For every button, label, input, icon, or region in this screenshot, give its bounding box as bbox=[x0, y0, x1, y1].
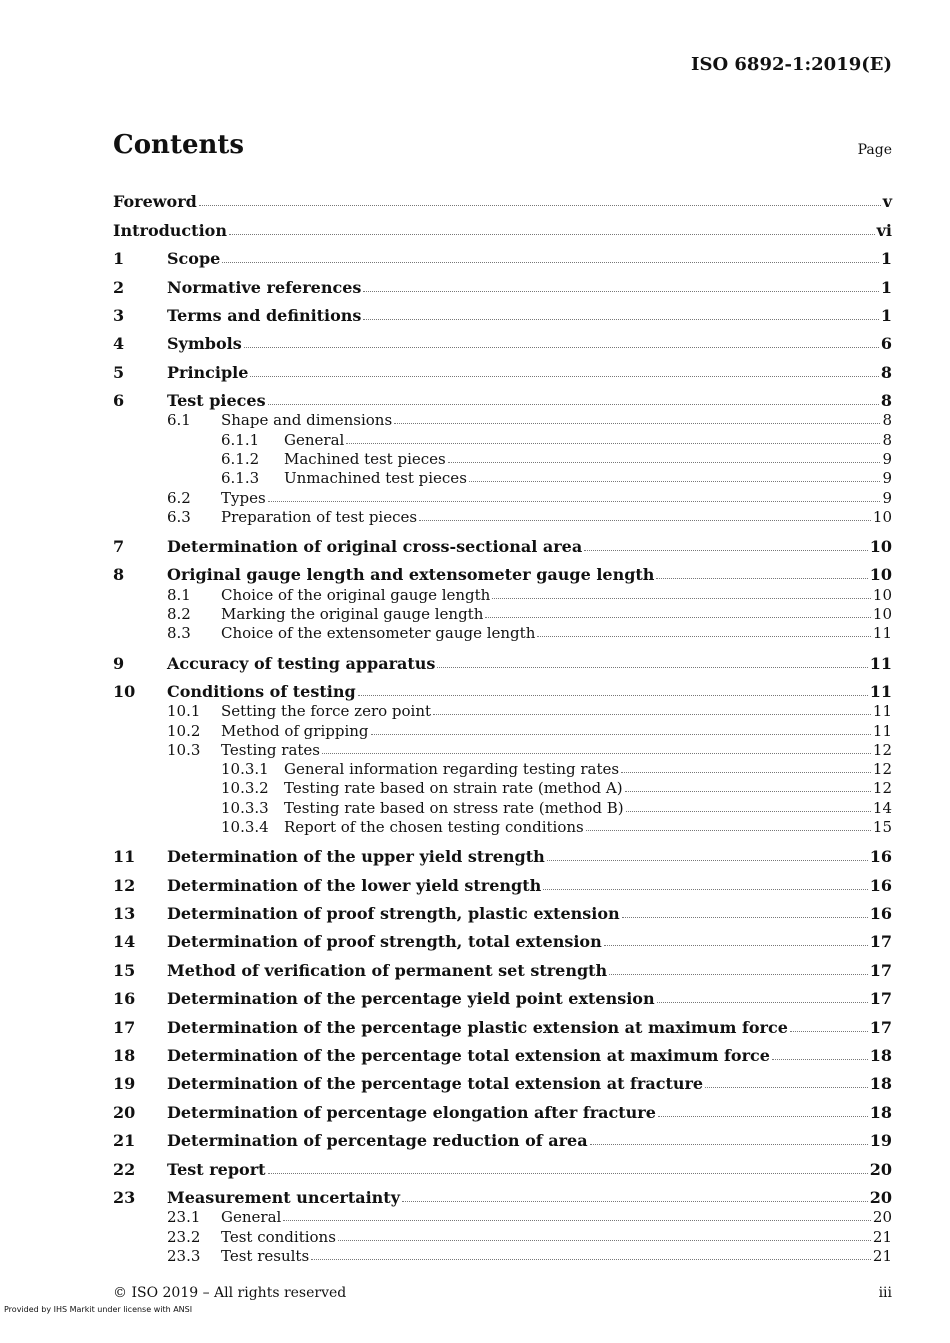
dot-leader bbox=[622, 917, 868, 918]
toc-entry[interactable] bbox=[113, 268, 892, 296]
toc-entry-title: Determination of proof strength, plastic extension bbox=[167, 904, 620, 923]
toc-entry-page: 1 bbox=[880, 305, 892, 325]
toc-entry[interactable] bbox=[113, 507, 892, 526]
toc-entry-number: 10 bbox=[113, 681, 136, 701]
toc-entry-number: 6.1.1 bbox=[221, 430, 260, 449]
dot-leader bbox=[485, 617, 871, 618]
toc-entry-number: 23.1 bbox=[167, 1208, 201, 1227]
toc-entry-page: 9 bbox=[882, 488, 892, 507]
toc-entry-number: 10.3 bbox=[167, 740, 201, 759]
toc-entry-number: 12 bbox=[113, 875, 136, 895]
toc-entry-title: Conditions of testing bbox=[167, 681, 356, 701]
toc-entry-number: 23 bbox=[113, 1187, 136, 1207]
dot-leader bbox=[586, 830, 871, 831]
toc-entry-number: 3 bbox=[113, 305, 125, 325]
toc-entry-title: Terms and definitions bbox=[167, 305, 362, 325]
dot-leader bbox=[621, 772, 871, 773]
toc-entry-title: General bbox=[221, 1208, 282, 1227]
dot-leader bbox=[609, 974, 868, 975]
toc-entry-title: Determination of original cross-sectional area bbox=[167, 537, 583, 557]
toc-entry-page: 17 bbox=[869, 989, 892, 1009]
toc-entry-page: 20 bbox=[869, 1159, 892, 1179]
toc-entry-title: Determination of proof strength, total extension bbox=[167, 932, 602, 952]
document-id: ISO 6892-1:2019(E) bbox=[691, 54, 892, 75]
toc-entry-number: 8 bbox=[113, 565, 125, 585]
dot-leader bbox=[322, 753, 871, 754]
toc-entry-page: 14 bbox=[872, 798, 892, 817]
dot-leader bbox=[604, 945, 868, 946]
toc-entry-title: General information regarding testing rates bbox=[284, 760, 620, 779]
toc-entry-page: 19 bbox=[869, 1131, 892, 1151]
toc-entry-number: 11 bbox=[113, 847, 136, 867]
footer-copyright: © ISO 2019 – All rights reserved bbox=[113, 1285, 347, 1301]
toc-entry-page: 11 bbox=[869, 681, 892, 701]
toc-entry-number: 8.1 bbox=[167, 585, 191, 604]
toc-entry[interactable] bbox=[113, 468, 892, 487]
toc-entry-page: 17 bbox=[869, 932, 892, 952]
dot-leader bbox=[419, 520, 871, 521]
toc-entry-title: Determination of the percentage total extension at fracture bbox=[167, 1074, 704, 1094]
toc-entry-title: Test results bbox=[221, 1246, 310, 1265]
toc-entry-title: Determination of the percentage yield point extension bbox=[167, 989, 655, 1009]
toc-entry-number: 2 bbox=[113, 277, 125, 297]
toc-entry-page: vi bbox=[876, 220, 892, 240]
dot-leader bbox=[250, 376, 878, 377]
toc-entry-title: Report of the chosen testing conditions bbox=[284, 818, 584, 837]
toc-entry-title: Test pieces bbox=[167, 391, 266, 411]
dot-leader bbox=[469, 481, 881, 482]
dot-leader bbox=[543, 889, 867, 890]
toc-entry-page: 8 bbox=[880, 362, 892, 382]
toc-entry-page: 8 bbox=[882, 411, 892, 430]
toc-entry-page: 20 bbox=[869, 1187, 892, 1207]
toc-entry-number: 6.2 bbox=[167, 488, 191, 507]
toc-entry-title: Original gauge length and extensometer gauge length bbox=[167, 565, 655, 585]
toc-entry[interactable] bbox=[113, 1093, 892, 1121]
toc-entry-page: 18 bbox=[869, 1102, 892, 1122]
toc-entry-title: Determination of the lower yield strength bbox=[167, 875, 542, 895]
toc-entry[interactable] bbox=[113, 1037, 892, 1065]
toc-entry[interactable] bbox=[113, 1226, 892, 1245]
toc-entry-number: 10.1 bbox=[167, 702, 201, 721]
toc-entry-title: Preparation of test pieces bbox=[221, 507, 418, 526]
dot-leader bbox=[625, 791, 871, 792]
toc-entry-title: Testing rate based on stress rate (method B) bbox=[284, 798, 624, 817]
toc-entry[interactable] bbox=[113, 556, 892, 584]
toc-entry[interactable] bbox=[113, 240, 892, 268]
toc-entry-page: 16 bbox=[869, 847, 892, 867]
toc-entry-page: 21 bbox=[872, 1227, 892, 1246]
toc-entry-title: Method of verification of permanent set strength bbox=[167, 960, 608, 980]
toc-entry-number: 10.3.1 bbox=[221, 760, 269, 779]
dot-leader bbox=[268, 501, 881, 502]
dot-leader bbox=[790, 1031, 868, 1032]
dot-leader bbox=[626, 811, 871, 812]
toc-entry-title: Foreword bbox=[113, 192, 197, 212]
toc-entry-page: 1 bbox=[880, 249, 892, 269]
dot-leader bbox=[590, 1144, 868, 1145]
toc-entry-title: Testing rate based on strain rate (method A) bbox=[284, 779, 623, 798]
dot-leader bbox=[229, 234, 875, 235]
toc-entry-title: Testing rates bbox=[221, 740, 320, 759]
dot-leader bbox=[199, 205, 881, 206]
toc-entry-page: 12 bbox=[872, 760, 892, 779]
toc-entry-page: 6 bbox=[880, 334, 892, 354]
toc-entry-page: 1 bbox=[880, 277, 892, 297]
dot-leader bbox=[492, 598, 871, 599]
toc-entry-number: 4 bbox=[113, 334, 125, 354]
toc-entry[interactable] bbox=[113, 895, 892, 923]
dot-leader bbox=[338, 1240, 871, 1241]
toc-entry[interactable] bbox=[113, 923, 892, 951]
toc-entry-page: 11 bbox=[872, 721, 892, 740]
toc-entry-title: Determination of the percentage total extension at maximum force bbox=[167, 1045, 770, 1065]
toc-entry-title: Test conditions bbox=[221, 1227, 336, 1246]
toc-entry-title: Symbols bbox=[167, 334, 242, 354]
toc-entry[interactable] bbox=[113, 866, 892, 894]
dot-leader bbox=[363, 291, 878, 292]
toc-entry-number: 16 bbox=[113, 989, 136, 1009]
toc-entry-title: Scope bbox=[167, 249, 221, 269]
toc-entry-number: 6.1.2 bbox=[221, 450, 260, 469]
toc-entry-title: Determination of the percentage plastic extension at maximum force bbox=[167, 1017, 788, 1037]
dot-leader bbox=[268, 404, 879, 405]
toc-entry-page: 10 bbox=[872, 585, 892, 604]
toc-entry[interactable] bbox=[113, 1179, 892, 1207]
toc-entry-page: 12 bbox=[872, 779, 892, 798]
contents-heading: Contents bbox=[113, 130, 245, 160]
dot-leader bbox=[772, 1059, 868, 1060]
toc-entry-page: 8 bbox=[880, 391, 892, 411]
toc-entry-title: Accuracy of testing apparatus bbox=[167, 653, 436, 673]
toc-entry-title: Machined test pieces bbox=[284, 450, 446, 469]
toc-entry-page: 10 bbox=[869, 537, 892, 557]
toc-entry[interactable] bbox=[113, 325, 892, 353]
dot-leader bbox=[584, 550, 868, 551]
dot-leader bbox=[705, 1087, 868, 1088]
toc-entry-number: 13 bbox=[113, 904, 136, 923]
toc-entry-page: 11 bbox=[872, 702, 892, 721]
toc-entry[interactable] bbox=[113, 382, 892, 410]
toc-entry[interactable] bbox=[113, 797, 892, 816]
toc-entry-number: 14 bbox=[113, 932, 136, 952]
toc-entry[interactable] bbox=[113, 1065, 892, 1093]
toc-entry-number: 17 bbox=[113, 1017, 136, 1037]
toc-entry[interactable] bbox=[113, 642, 892, 672]
dot-leader bbox=[358, 695, 868, 696]
toc-entry[interactable] bbox=[113, 183, 892, 211]
dot-leader bbox=[346, 443, 880, 444]
dot-leader bbox=[448, 462, 881, 463]
toc-entry-number: 7 bbox=[113, 537, 125, 557]
toc-entry-title: Choice of the extensometer gauge length bbox=[221, 624, 536, 643]
dot-leader bbox=[363, 319, 878, 320]
dot-leader bbox=[311, 1259, 871, 1260]
toc-entry-number: 23.2 bbox=[167, 1227, 201, 1246]
dot-leader bbox=[222, 262, 879, 263]
toc-entry-title: Measurement uncertainty bbox=[167, 1187, 400, 1207]
toc-entry-title: Unmachined test pieces bbox=[284, 469, 467, 488]
toc-entry[interactable] bbox=[113, 701, 892, 720]
dot-leader bbox=[394, 423, 880, 424]
toc-entry-page: 15 bbox=[872, 818, 892, 837]
dot-leader bbox=[433, 714, 871, 715]
toc-entry-page: 17 bbox=[869, 960, 892, 980]
toc-entry-page: 10 bbox=[872, 507, 892, 526]
toc-entry-number: 15 bbox=[113, 960, 136, 980]
toc-entry-number: 6.3 bbox=[167, 507, 191, 526]
dot-leader bbox=[547, 860, 868, 861]
toc-entry-number: 20 bbox=[113, 1102, 136, 1122]
toc-entry[interactable] bbox=[113, 297, 892, 325]
toc-entry[interactable] bbox=[113, 759, 892, 778]
toc-entry-number: 19 bbox=[113, 1074, 136, 1094]
toc-entry[interactable] bbox=[113, 526, 892, 556]
toc-entry[interactable] bbox=[113, 740, 892, 759]
toc-entry[interactable] bbox=[113, 836, 892, 866]
toc-entry-page: 10 bbox=[872, 605, 892, 624]
toc-entry-number: 9 bbox=[113, 653, 125, 673]
toc-entry-title: Method of gripping bbox=[221, 721, 369, 740]
toc-entry[interactable] bbox=[113, 1008, 892, 1036]
dot-leader bbox=[268, 1173, 868, 1174]
dot-leader bbox=[656, 578, 867, 579]
toc-entry-page: v bbox=[882, 192, 892, 212]
toc-entry-title: Marking the original gauge length bbox=[221, 605, 484, 624]
dot-leader bbox=[437, 667, 867, 668]
dot-leader bbox=[537, 636, 871, 637]
toc-entry-number: 6.1 bbox=[167, 411, 191, 430]
toc-entry-page: 16 bbox=[869, 875, 892, 895]
toc-entry[interactable] bbox=[113, 584, 892, 603]
dot-leader bbox=[244, 347, 879, 348]
toc-entry-title: Determination of the upper yield strength bbox=[167, 847, 545, 867]
toc-entry[interactable] bbox=[113, 410, 892, 429]
toc-entry[interactable] bbox=[113, 673, 892, 701]
toc-entry-title: Shape and dimensions bbox=[221, 411, 393, 430]
toc-entry-page: 17 bbox=[869, 1017, 892, 1037]
toc-entry-page: 21 bbox=[872, 1246, 892, 1265]
toc-entry-page: 8 bbox=[882, 430, 892, 449]
toc-entry[interactable] bbox=[113, 720, 892, 739]
dot-leader bbox=[283, 1220, 871, 1221]
toc-entry-number: 10.3.2 bbox=[221, 779, 269, 798]
toc-entry[interactable] bbox=[113, 1150, 892, 1178]
toc-entry[interactable] bbox=[113, 623, 892, 642]
toc-entry-title: Types bbox=[221, 488, 266, 507]
toc-entry-page: 18 bbox=[869, 1045, 892, 1065]
toc-entry-title: Determination of percentage elongation after fracture bbox=[167, 1102, 656, 1122]
toc-entry-number: 8.3 bbox=[167, 624, 191, 643]
toc-entry[interactable] bbox=[113, 1246, 892, 1265]
toc-entry-title: Test report bbox=[167, 1159, 266, 1179]
toc-entry[interactable] bbox=[113, 353, 892, 381]
toc-entry[interactable] bbox=[113, 211, 892, 239]
toc-entry-number: 1 bbox=[113, 249, 125, 269]
toc-entry-number: 10.3.4 bbox=[221, 818, 269, 837]
dot-leader bbox=[402, 1201, 868, 1202]
toc-entry-page: 20 bbox=[872, 1208, 892, 1227]
toc-entry-title: General bbox=[284, 430, 345, 449]
toc-entry-number: 21 bbox=[113, 1131, 136, 1151]
toc-entry[interactable] bbox=[113, 817, 892, 836]
toc-entry[interactable] bbox=[113, 980, 892, 1008]
page-column-label: Page bbox=[857, 142, 892, 158]
provider-notice: Provided by IHS Markit under license with ANSI bbox=[4, 1305, 193, 1314]
toc-entry-number: 10.3.3 bbox=[221, 798, 269, 817]
toc-entry-page: 16 bbox=[869, 904, 892, 923]
toc-entry-number: 5 bbox=[113, 362, 125, 382]
dot-leader bbox=[657, 1002, 868, 1003]
toc-entry-title: Choice of the original gauge length bbox=[221, 585, 491, 604]
toc-entry[interactable] bbox=[113, 951, 892, 979]
toc-entry-page: 9 bbox=[882, 469, 892, 488]
toc-entry-number: 6 bbox=[113, 391, 125, 411]
toc-entry-number: 18 bbox=[113, 1045, 136, 1065]
dot-leader bbox=[371, 734, 871, 735]
toc-entry-page: 11 bbox=[872, 624, 892, 643]
toc-entry-number: 10.2 bbox=[167, 721, 201, 740]
toc-entry[interactable] bbox=[113, 1122, 892, 1150]
toc-entry-number: 8.2 bbox=[167, 605, 191, 624]
toc-entry-title: Principle bbox=[167, 362, 249, 382]
toc-entry[interactable] bbox=[113, 429, 892, 448]
toc-entry[interactable] bbox=[113, 487, 892, 506]
table-of-contents bbox=[113, 183, 892, 1265]
toc-entry-page: 12 bbox=[872, 740, 892, 759]
toc-entry[interactable] bbox=[113, 449, 892, 468]
toc-entry-title: Introduction bbox=[113, 220, 227, 240]
toc-entry[interactable] bbox=[113, 604, 892, 623]
toc-entry[interactable] bbox=[113, 778, 892, 797]
toc-entry-title: Normative references bbox=[167, 277, 362, 297]
toc-entry-title: Determination of percentage reduction of area bbox=[167, 1131, 588, 1151]
toc-entry-number: 23.3 bbox=[167, 1246, 201, 1265]
toc-entry-number: 22 bbox=[113, 1159, 136, 1179]
toc-entry-page: 9 bbox=[882, 450, 892, 469]
toc-entry-page: 10 bbox=[869, 565, 892, 585]
footer-page-number: iii bbox=[878, 1285, 892, 1301]
toc-entry-title: Setting the force zero point bbox=[221, 702, 432, 721]
toc-entry-number: 6.1.3 bbox=[221, 469, 260, 488]
dot-leader bbox=[658, 1116, 868, 1117]
toc-entry-page: 18 bbox=[869, 1074, 892, 1094]
toc-entry-page: 11 bbox=[869, 653, 892, 673]
toc-entry[interactable] bbox=[113, 1207, 892, 1226]
